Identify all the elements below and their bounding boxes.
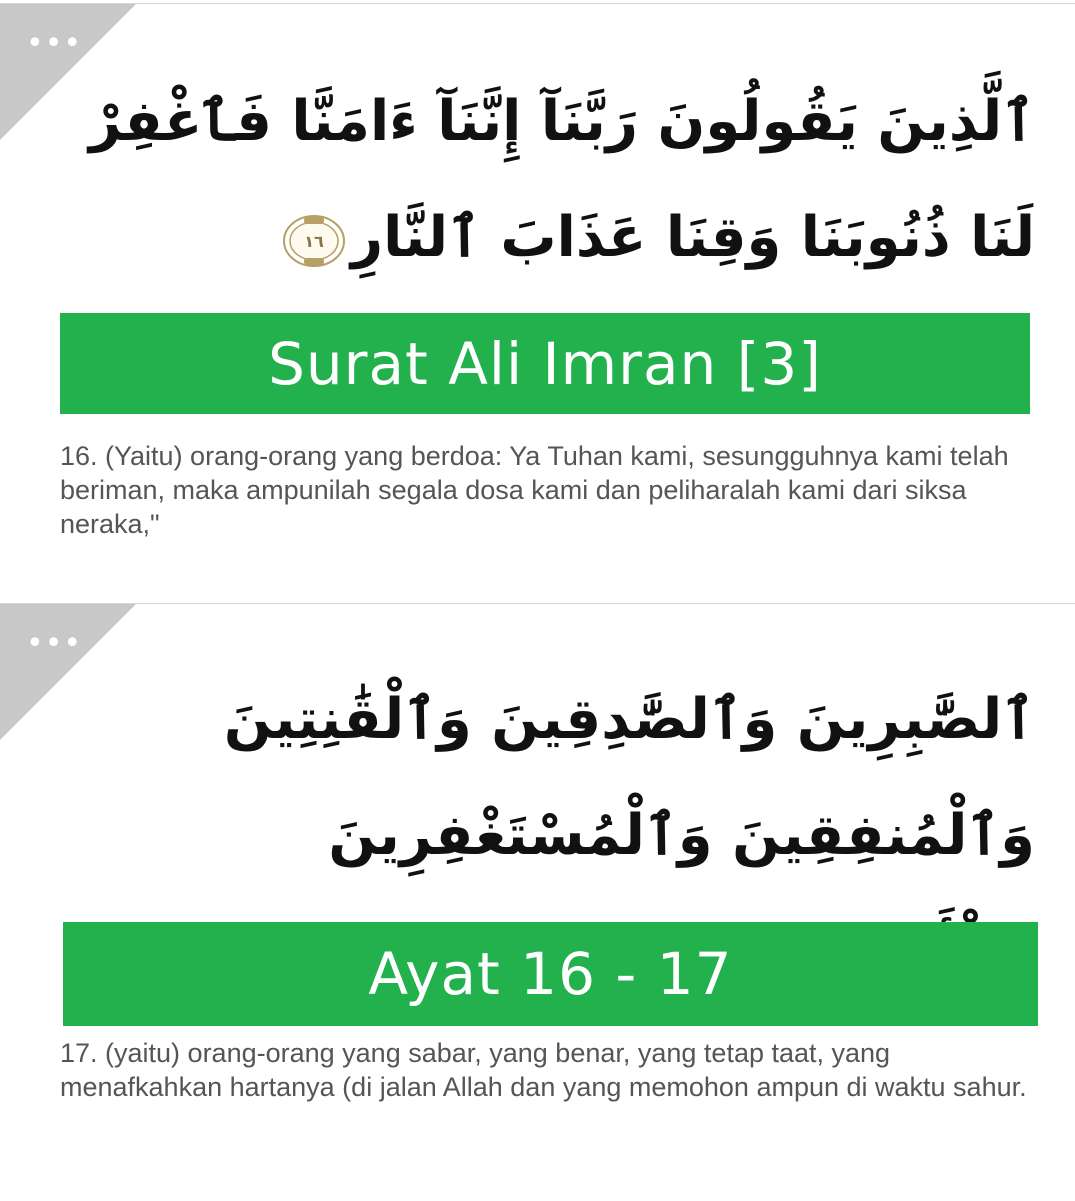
ayah-number: ١٦ bbox=[304, 231, 324, 251]
verse-card-17 bbox=[0, 603, 1075, 1201]
surah-title-banner bbox=[60, 313, 1030, 414]
ayah-end-marker-icon bbox=[281, 213, 347, 269]
ellipsis-icon[interactable]: ••• bbox=[26, 26, 83, 61]
arabic-verse-text: ٱلَّذِينَ يَقُولُونَ رَبَّنَآ إِنَّنَآ ءَامَنَّا فَٱغْفِرْ لَنَا ذُنُوبَنَا وَقِنَا عَذَابَ ٱلنَّارِ ١٦ bbox=[89, 89, 1035, 270]
ellipsis-icon[interactable]: ••• bbox=[26, 626, 83, 661]
verse-card-16 bbox=[0, 3, 1075, 601]
banner-text: Ayat 16 - 17 bbox=[368, 940, 733, 1008]
ayat-range-banner bbox=[63, 922, 1038, 1026]
banner-text: Surat Ali Imran [3] bbox=[268, 329, 822, 398]
card-corner-ribbon bbox=[0, 604, 136, 740]
arabic-verse-text: ٱلصَّٰبِرِينَ وَٱلصَّٰدِقِينَ وَٱلْقَٰنِتِينَ وَٱلْمُنفِقِينَ وَٱلْمُسْتَغْفِرِينَ bbox=[135, 662, 1035, 1010]
verse-translation: 17. (yaitu) orang-orang yang sabar, yang benar, yang tetap taat, yang menafkahkan hartanya (di jalan Allah dan yang memohon ampun di waktu sahur. bbox=[60, 1038, 1027, 1102]
verse-translation: 16. (Yaitu) orang-orang yang berdoa: Ya Tuhan kami, sesungguhnya kami telah beriman, maka ampunilah segala dosa kami dan peliharalah kami dari siksa neraka," bbox=[60, 441, 1009, 539]
